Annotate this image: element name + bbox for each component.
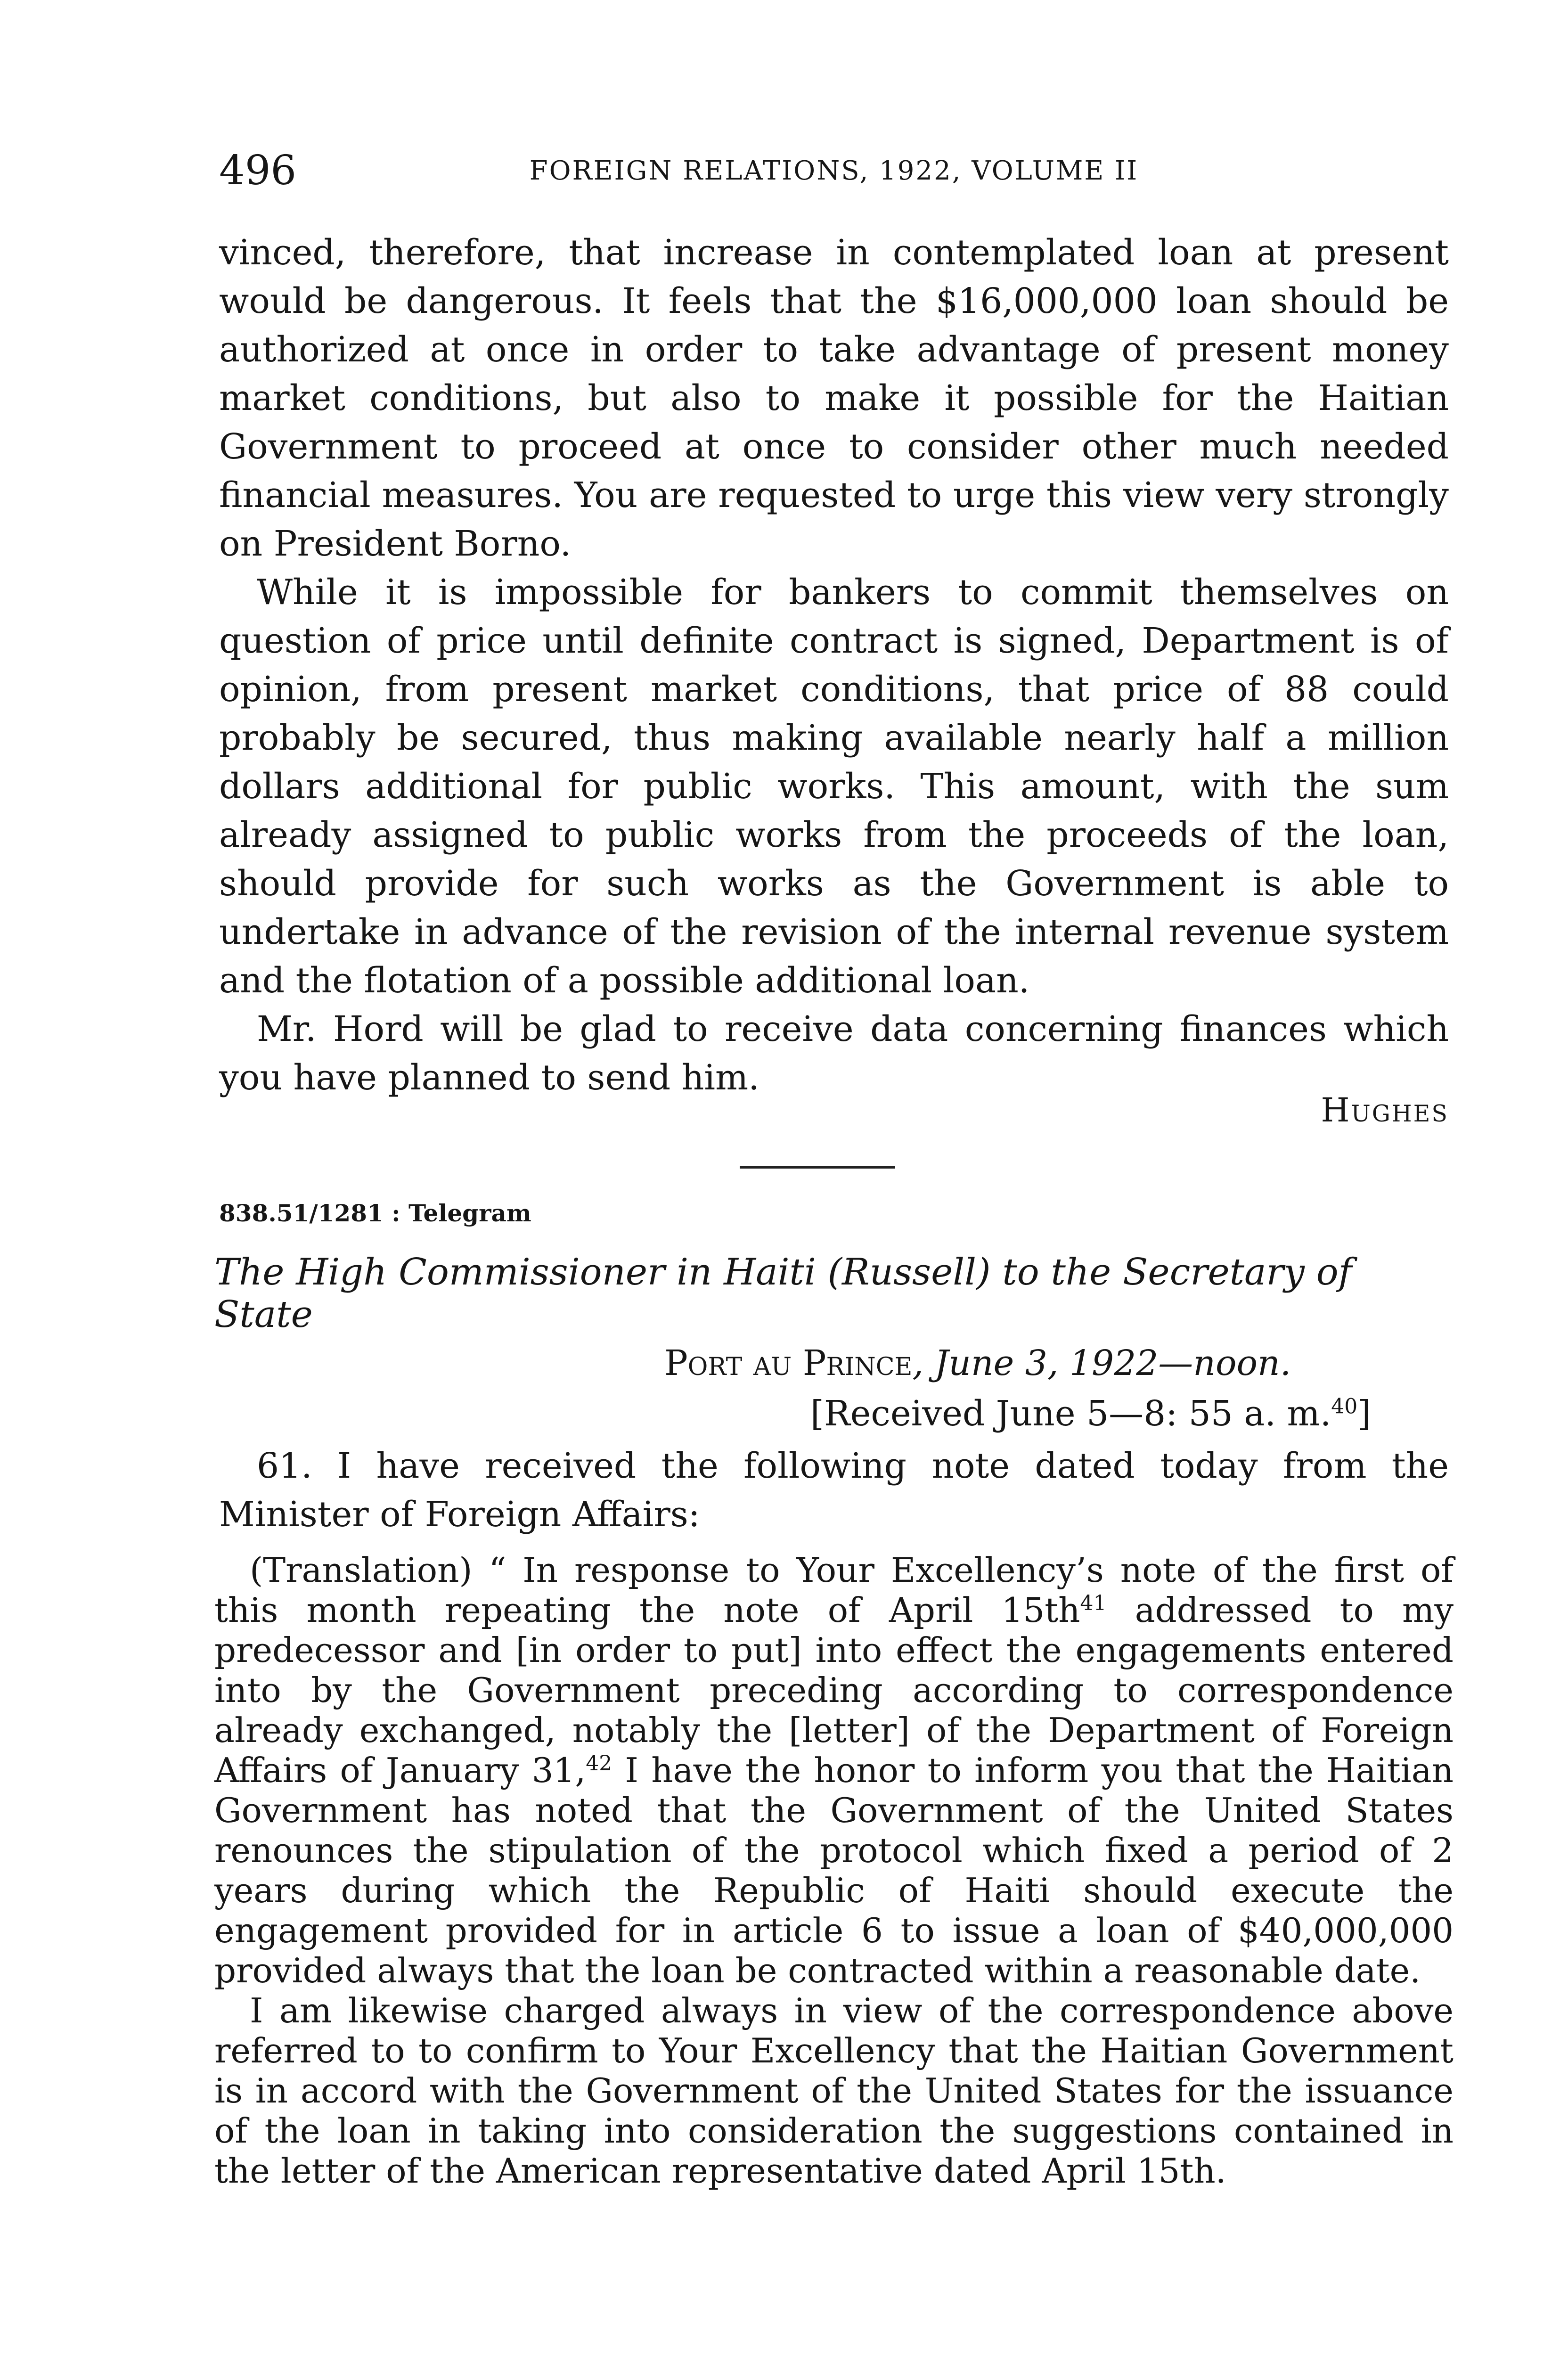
page-header xyxy=(219,147,1449,199)
quote-text: addressed to my predecessor and [in order to put] into effect the engagements entered into by the Government preceding according to correspondence already exchanged, notably the [letter] of the Department of Foreign Affairs of January 31, xyxy=(214,1590,1454,1790)
continuation-text xyxy=(219,229,1449,1102)
paragraph: 61. I have received the following note dated today from the Minister of Foreign Affairs: xyxy=(219,1446,1449,1535)
paragraph: While it is impossible for bankers to commit themselves on question of price until definite contract is signed, Department is of opinion, from present market conditions, that price of 88 could probably be secured, thus making available nearly half a million dollars additional for public works. This amount, with the sum already assigned to public works from the proceeds of the loan, should provide for such works as the Government is able to undertake in advance of the revision of the internal revenue system and the flotation of a possible additional loan. xyxy=(219,572,1449,1001)
footnote-ref: 41 xyxy=(1080,1591,1107,1615)
place: Port au Prince xyxy=(664,1343,913,1383)
section-divider xyxy=(740,1166,895,1169)
quote-paragraph: I am likewise charged always in view of the correspondence above referred to to confirm to Your Excellency that the Haitian Government is in accord with the Government of the United States for the issuance of the loan in taking into consideration the suggestions contained in the letter of the American representative dated April 15th. xyxy=(214,1991,1454,2191)
date: , June 3, 1922—noon. xyxy=(912,1343,1291,1383)
dateline xyxy=(664,1343,1291,1383)
footnote-ref: 40 xyxy=(1331,1394,1358,1419)
file-reference: 838.51/1281 : Telegram xyxy=(219,1199,531,1227)
page-number: 496 xyxy=(219,147,297,194)
quote-paragraph xyxy=(214,1550,1454,1991)
paragraph: vinced, therefore, that increase in contemplated loan at present would be dangerous. It feels that the $16,000,000 loan should be authorized at once in order to take advantage of present money market conditions, but also to make it possible for the Haitian Government to proceed at once to consider other much needed financial measures. You are requested to urge this view very strongly on President Borno. xyxy=(219,232,1449,564)
received-line xyxy=(810,1393,1371,1434)
received-close: ] xyxy=(1357,1393,1372,1434)
paragraph: Mr. Hord will be glad to receive data concerning finances which you have planned to send him. xyxy=(219,1009,1449,1098)
translated-note xyxy=(214,1550,1454,2191)
document-title: The High Commissioner in Haiti (Russell) to the Secretary of State xyxy=(214,1251,1352,1336)
quote-text: (Translation) “ In response to Your Excellency’s note of the first of this month repeating the note of April 15th xyxy=(214,1550,1454,1630)
footnote-ref: 42 xyxy=(586,1751,612,1775)
signature: Hughes xyxy=(1321,1091,1449,1129)
numbered-paragraph xyxy=(219,1442,1449,1539)
received-text: [Received June 5—8: 55 a. m. xyxy=(810,1393,1331,1434)
running-title: FOREIGN RELATIONS, 1922, VOLUME II xyxy=(529,155,1139,186)
quote-text: I have the honor to inform you that the Haitian Government has noted that the Government of the United States renounces the stipulation of the protocol which fixed a period of 2 years during which the Republic of Haiti should execute the engagement provided for in article 6 to issue a loan of $40,000,000 provided always that the loan be contracted within a reasonable date. xyxy=(214,1751,1454,1990)
